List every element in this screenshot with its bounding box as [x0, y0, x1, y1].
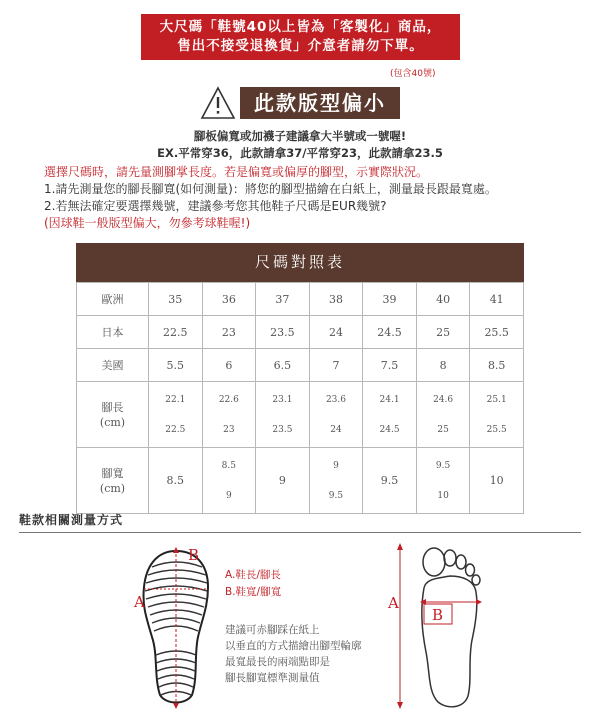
- intro-line-3: 2.若無法確定要選擇幾號，建議參考您其他鞋子尺碼是EUR幾號?: [44, 199, 387, 213]
- shoe-label-b: B: [188, 546, 200, 564]
- length-max: 23: [223, 424, 235, 435]
- table-row-us: [77, 349, 524, 382]
- table-cell: 25: [416, 316, 470, 349]
- table-cell: [256, 382, 310, 448]
- measure-legend: [225, 567, 281, 601]
- length-max: 24: [330, 424, 342, 435]
- table-cell: [363, 382, 417, 448]
- length-min: 22.1: [165, 394, 186, 405]
- advice-line-4: 腳長腳寬標準測量值: [225, 672, 320, 684]
- row-label-unit: (cm): [99, 415, 126, 429]
- table-cell: [309, 448, 363, 514]
- warning-advice-2: EX.平常穿36，此款請拿37/平常穿23，此款請拿23.5: [157, 146, 443, 160]
- length-max: 24.5: [379, 424, 400, 435]
- table-row-width: [77, 448, 524, 514]
- table-cell: 23.5: [256, 316, 310, 349]
- shoe-label-a: A: [134, 593, 145, 611]
- banner-line-1: 大尺碼「鞋號40以上皆為「客製化」商品，: [159, 19, 442, 35]
- table-cell: 9: [256, 448, 310, 514]
- foot-label-b: B: [432, 606, 444, 624]
- width-min: 9.5: [435, 460, 451, 471]
- section-divider: [19, 532, 581, 533]
- table-row-eu: [77, 283, 524, 316]
- row-label: 美國: [77, 349, 149, 382]
- size-chart: [76, 243, 524, 514]
- length-max: 23.5: [272, 424, 293, 435]
- table-cell: 5.5: [149, 349, 203, 382]
- length-min: 25.1: [486, 394, 507, 405]
- legend-length: A.鞋長/腳長: [225, 569, 281, 581]
- row-label: 日本: [77, 316, 149, 349]
- table-cell: 22.5: [149, 316, 203, 349]
- width-min: 8.5: [221, 460, 236, 471]
- width-max: 9.5: [328, 490, 344, 501]
- banner-note: (包含40號): [390, 69, 436, 79]
- table-cell: 8: [416, 349, 470, 382]
- intro-line-2: 1.請先測量您的腳長腳寬(如何測量)：將您的腳型描繪在白紙上，測量最長跟最寬處。: [44, 182, 497, 196]
- table-cell: 6: [202, 349, 256, 382]
- length-min: 22.6: [218, 394, 239, 405]
- banner-line-2: 售出不接受退換貨」介意者請勿下單。: [177, 38, 424, 54]
- shoe-label-a-marker: [132, 592, 152, 612]
- intro-line-4: (因球鞋一般版型偏大，勿參考球鞋喔!): [44, 216, 251, 230]
- width-max: 10: [437, 490, 449, 501]
- advice-line-2: 以垂直的方式描繪出腳型輪廓: [225, 640, 362, 652]
- table-row-length: [77, 382, 524, 448]
- table-cell: [309, 382, 363, 448]
- row-label-text: 腳長: [101, 400, 124, 414]
- table-cell: 41: [470, 283, 524, 316]
- width-min: 9: [333, 460, 339, 471]
- length-min: 24.6: [433, 394, 454, 405]
- table-cell: [470, 382, 524, 448]
- table-cell: 7.5: [363, 349, 417, 382]
- table-cell: 9.5: [363, 448, 417, 514]
- table-cell: 35: [149, 283, 203, 316]
- table-cell: [416, 382, 470, 448]
- table-cell: 23: [202, 316, 256, 349]
- foot-diagram: [380, 540, 500, 712]
- table-cell: 8.5: [149, 448, 203, 514]
- size-chart-title: 尺碼對照表: [76, 243, 524, 282]
- advice-line-3: 最寬最長的兩端點即是: [225, 656, 330, 668]
- width-max: 9: [225, 490, 232, 501]
- warning-title: 此款版型偏小: [240, 87, 400, 119]
- warning-advice-1: 腳板偏寬或加襪子建議拿大半號或一號喔!: [193, 129, 407, 143]
- foot-label-a: A: [388, 594, 399, 612]
- table-cell: 37: [256, 283, 310, 316]
- measure-section-title: 鞋款相關測量方式: [19, 513, 124, 527]
- length-min: 23.6: [325, 394, 346, 405]
- advice-line-1: 建議可赤腳踩在紙上: [225, 624, 320, 636]
- row-label-text: 腳寬: [101, 466, 124, 480]
- table-cell: 24.5: [363, 316, 417, 349]
- row-label: 歐洲: [77, 283, 149, 316]
- length-min: 24.1: [379, 394, 400, 405]
- intro-line-1: 選擇尺碼時，請先量測腳掌長度。若是偏寬或偏厚的腳型，示實際狀況。: [44, 165, 429, 179]
- length-max: 25: [437, 424, 449, 435]
- row-label-unit: (cm): [99, 481, 126, 495]
- row-label: [77, 382, 149, 448]
- shoe-sole-diagram: [128, 545, 220, 710]
- legend-width: B.鞋寬/腳寬: [225, 586, 282, 598]
- table-cell: 10: [470, 448, 524, 514]
- custom-order-banner: [141, 14, 460, 60]
- row-label: [77, 448, 149, 514]
- table-cell: 40: [416, 283, 470, 316]
- table-cell: 7: [309, 349, 363, 382]
- table-cell: 36: [202, 283, 256, 316]
- table-cell: [202, 448, 256, 514]
- size-chart-table: [76, 282, 524, 514]
- length-max: 25.5: [486, 424, 507, 435]
- length-min: 23.1: [272, 394, 293, 405]
- length-max: 22.5: [165, 424, 186, 435]
- table-cell: [149, 382, 203, 448]
- size-guide-intro: [44, 164, 497, 232]
- table-cell: 39: [363, 283, 417, 316]
- table-cell: 6.5: [256, 349, 310, 382]
- table-cell: 24: [309, 316, 363, 349]
- table-cell: 38: [309, 283, 363, 316]
- measure-advice: [225, 622, 362, 686]
- warning-icon: [200, 86, 236, 120]
- table-cell: [416, 448, 470, 514]
- table-row-jp: [77, 316, 524, 349]
- table-cell: [202, 382, 256, 448]
- table-cell: 8.5: [470, 349, 524, 382]
- table-cell: 25.5: [470, 316, 524, 349]
